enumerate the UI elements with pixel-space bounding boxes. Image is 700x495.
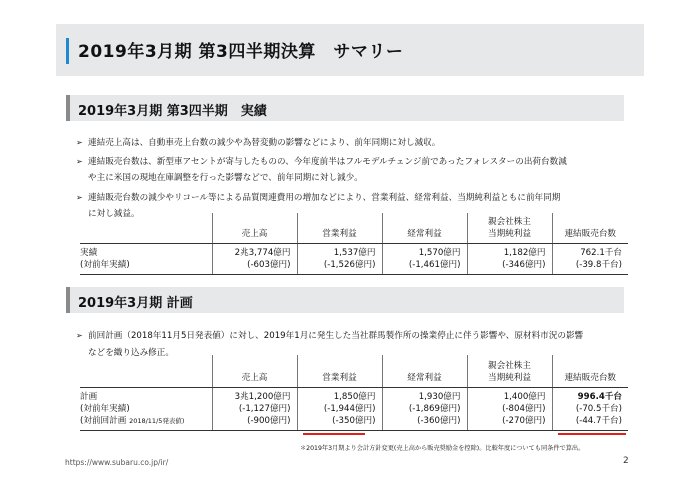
col-header-net-income: 親会社株主 当期純利益 — [467, 213, 552, 243]
col-header-sales: 売上高 — [212, 213, 297, 243]
table-row — [80, 259, 628, 275]
cell-value: (-1,127億円) — [212, 403, 297, 415]
cell-value: 3兆1,200億円 — [212, 387, 297, 403]
col-header-operating-income: 営業利益 — [297, 355, 382, 387]
col-header-operating-income: 営業利益 — [297, 213, 382, 243]
cell-value: 1,182億円 — [467, 243, 552, 259]
page-number: 2 — [623, 456, 629, 466]
col-header-unit-sales: 連結販売台数 — [552, 213, 628, 243]
col-header-sales: 売上高 — [212, 355, 297, 387]
table-row — [80, 387, 628, 403]
cell-value: (-1,869億円) — [382, 403, 467, 415]
cell-value: (-1,526億円) — [297, 259, 382, 275]
arrow-bullet-icon: ➢ — [76, 138, 83, 147]
row-label: 実績 — [80, 247, 98, 258]
section1-results-table — [80, 213, 628, 275]
section1-bullet-1: ➢ 連結売上高は、自動車売上台数の減少や為替変動の影響などにより、前年同期に対し減収。 — [76, 134, 440, 152]
cell-value: (-70.5千台) — [552, 403, 628, 415]
section1-accent-mark — [66, 95, 70, 121]
cell-value: 2兆3,774億円 — [212, 243, 297, 259]
section2-heading: 2019年3月期 計画 — [78, 296, 193, 311]
col-header-ordinary-income: 経常利益 — [382, 355, 467, 387]
arrow-bullet-icon: ➢ — [76, 193, 83, 202]
cell-value: (-350億円) — [297, 415, 382, 431]
col-header-ordinary-income: 経常利益 — [382, 213, 467, 243]
cell-value: (-804億円) — [467, 403, 552, 415]
row-label: 計画 — [80, 391, 98, 402]
table-header-row — [80, 213, 628, 243]
section2-bullet-continued: などを織り込み修正。 — [88, 348, 174, 358]
cell-value: (-39.8千台) — [552, 259, 628, 275]
section2-accent-mark — [66, 287, 70, 313]
cell-value: 1,850億円 — [297, 387, 382, 403]
section1-bullet-2-continued: や主に米国の現地在庫調整を行った影響などで、前年同期に対し減少。 — [88, 173, 363, 183]
table-row — [80, 403, 628, 415]
section1-bullet-3-continued: に対し減益。 — [88, 209, 140, 219]
corner-cell — [80, 355, 212, 387]
cell-value: (-270億円) — [467, 415, 552, 431]
section1-bullet-3: ➢ 連結販売台数の減少やリコール等による品質関連費用の増加などにより、営業利益、経常利益、当期純利益ともに前年同期 — [76, 189, 560, 207]
cell-value: 1,400億円 — [467, 387, 552, 403]
cell-value: 762.1千台 — [552, 243, 628, 259]
cell-value: (-360億円) — [382, 415, 467, 431]
cell-value: 1,570億円 — [382, 243, 467, 259]
table-header-row — [80, 355, 628, 387]
footer-url[interactable]: https://www.subaru.co.jp/ir/ — [65, 458, 169, 467]
row-label: (対前年実績) — [80, 403, 130, 414]
section2-bullet: ➢ 前回計画（2018年11月5日発表値）に対し、2019年1月に発生した当社群馬製作所の操業停止に伴う影響や、原材料市況の影響 — [76, 327, 583, 345]
row-label: (対前回計画 2018/11/5発表値) — [80, 415, 212, 431]
table-row — [80, 415, 628, 431]
cell-value: (-346億円) — [467, 259, 552, 275]
arrow-bullet-icon: ➢ — [76, 157, 83, 166]
cell-value: (-44.7千台) — [552, 415, 628, 431]
footnote: ＊2019年3月期より会計方針変更(売上高から販売奨励金を控除)。比較年度についても同条件で算出。 — [300, 445, 585, 452]
cell-value: (-1,944億円) — [297, 403, 382, 415]
arrow-bullet-icon: ➢ — [76, 331, 83, 340]
cell-value: (-603億円) — [212, 259, 297, 275]
corner-cell — [80, 213, 212, 243]
col-header-unit-sales: 連結販売台数 — [552, 355, 628, 387]
highlight-underline-unit-sales — [558, 433, 626, 435]
page-title: 2019年3月期 第3四半期決算 サマリー — [78, 42, 404, 62]
cell-value: 1,930億円 — [382, 387, 467, 403]
cell-value: 1,537億円 — [297, 243, 382, 259]
col-header-net-income: 親会社株主 当期純利益 — [467, 355, 552, 387]
section1-bullet-2: ➢ 連結販売台数は、新型車アセントが寄与したものの、今年度前半はフルモデルチェンジ前であったフォレスターの出荷台数減 — [76, 153, 567, 171]
cell-value: 996.4千台 — [552, 387, 628, 403]
section1-heading: 2019年3月期 第3四半期 実績 — [78, 104, 267, 119]
cell-value: (-1,461億円) — [382, 259, 467, 275]
row-label: (対前年実績) — [80, 259, 212, 275]
section2-plan-table — [80, 355, 628, 431]
cell-value: (-900億円) — [212, 415, 297, 431]
title-accent-mark — [66, 38, 69, 64]
table-row — [80, 243, 628, 259]
highlight-underline-operating — [303, 433, 365, 435]
